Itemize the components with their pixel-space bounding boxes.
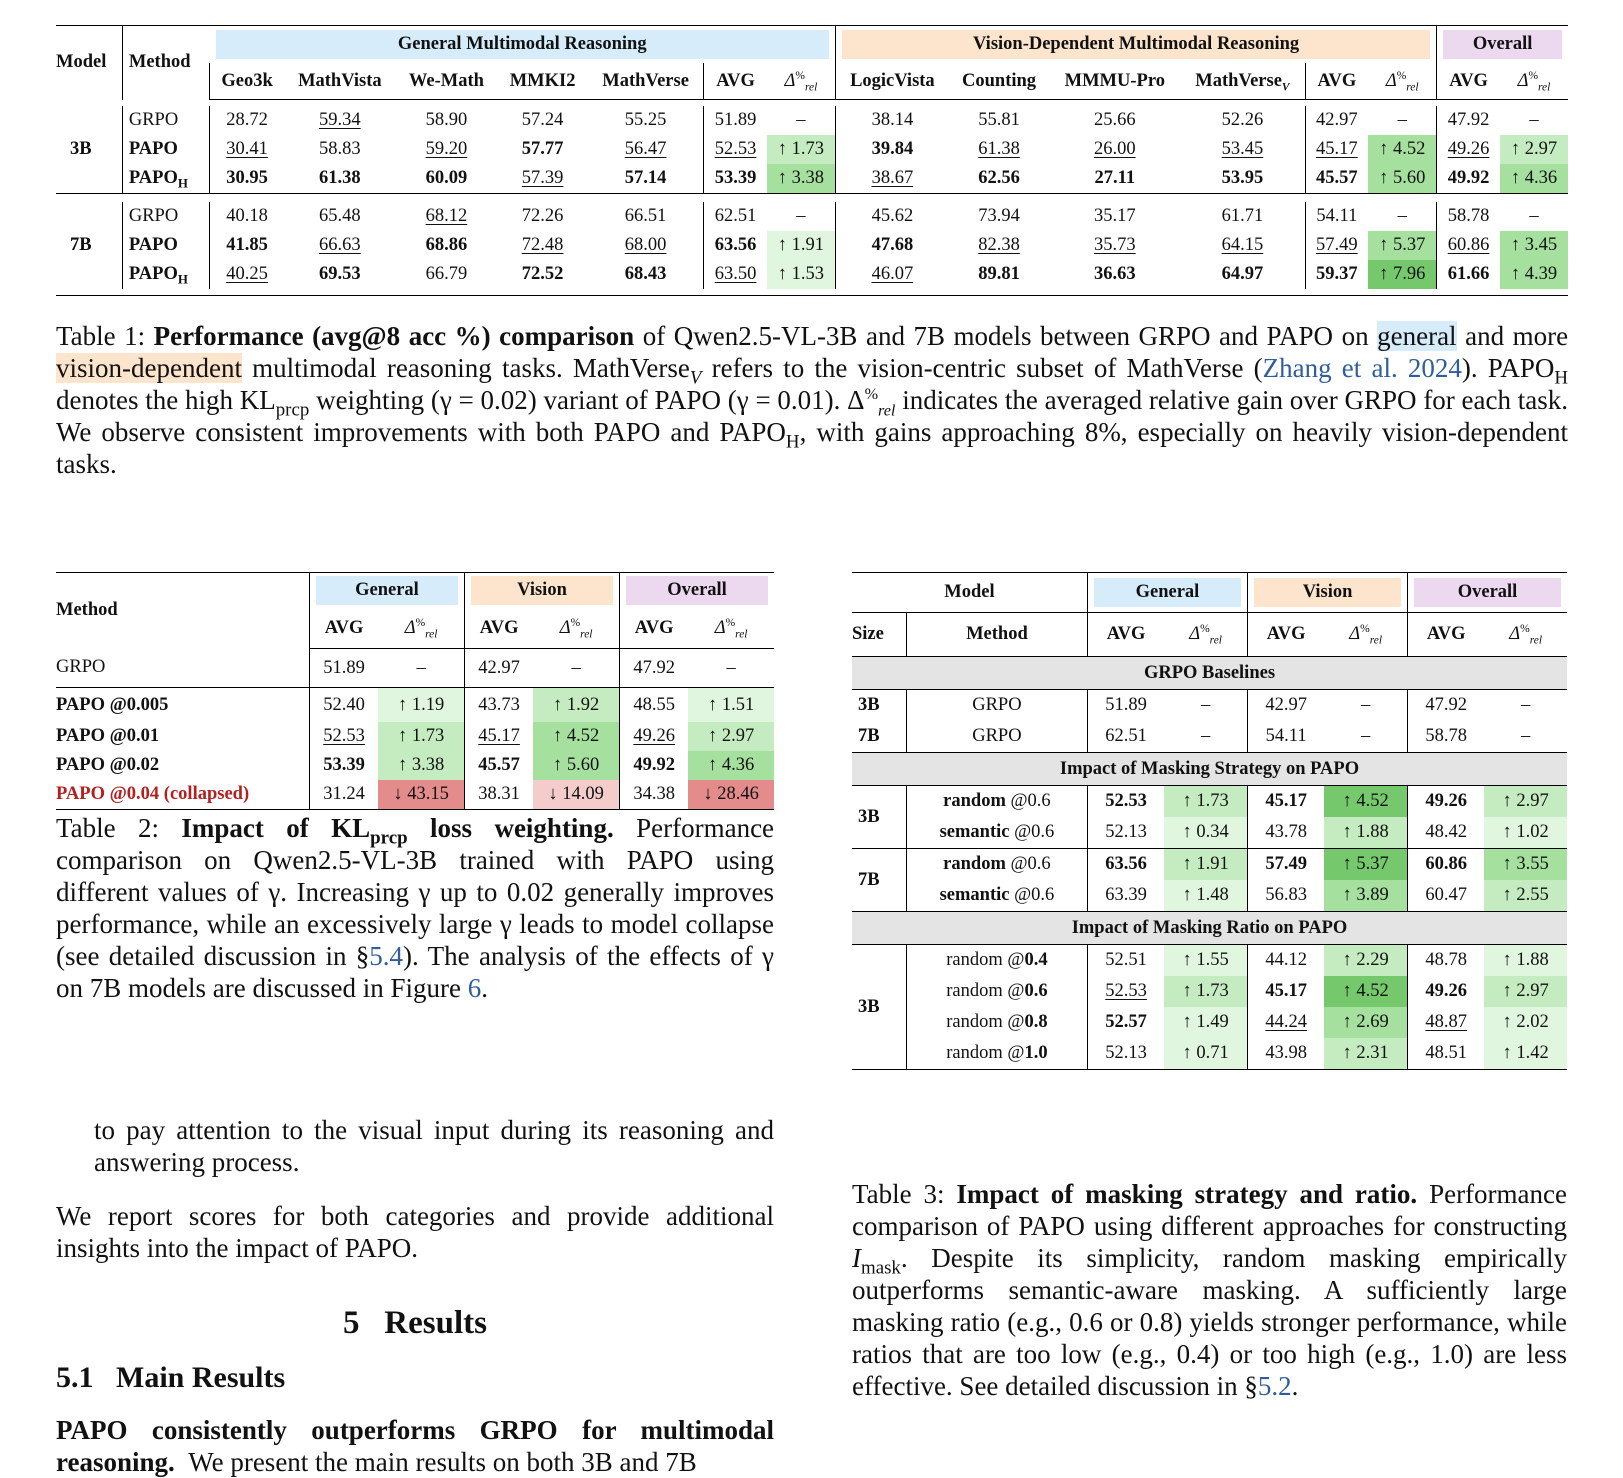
table-cell: 68.43 bbox=[624, 264, 667, 284]
delta-cell: ↑ 2.97 bbox=[1500, 135, 1568, 164]
t3-col-avg: AVG bbox=[1248, 613, 1325, 657]
row-method: GRPO bbox=[56, 657, 106, 678]
table-cell: 66.79 bbox=[425, 264, 468, 284]
table-cell: 57.49 bbox=[1305, 231, 1368, 260]
delta-cell: – bbox=[796, 110, 806, 130]
table-cell: 47.92 bbox=[620, 649, 689, 688]
table-row bbox=[56, 202, 1568, 231]
table-row bbox=[56, 649, 774, 688]
table-cell: 30.95 bbox=[210, 164, 285, 194]
table-row bbox=[56, 135, 1568, 164]
section-heading: 5 Results bbox=[343, 1305, 487, 1341]
t3-col-avg: AVG bbox=[1408, 613, 1485, 657]
table-cell: 66.63 bbox=[319, 235, 361, 255]
row-method: random @0.4 bbox=[906, 945, 1087, 977]
table-cell: 40.25 bbox=[210, 260, 285, 289]
delta-cell: – bbox=[1529, 206, 1539, 226]
table-cell: 45.17 bbox=[1248, 976, 1325, 1007]
row-size: 3B bbox=[852, 786, 906, 849]
table-cell: 53.39 bbox=[704, 164, 767, 194]
table-cell: 66.51 bbox=[624, 206, 667, 226]
table-cell: 57.39 bbox=[521, 168, 564, 188]
delta-cell: ↑ 1.53 bbox=[767, 260, 836, 289]
table-cell: 47.92 bbox=[1408, 690, 1485, 722]
table-cell: 45.17 bbox=[1305, 135, 1368, 164]
table-cell: 43.78 bbox=[1248, 817, 1325, 849]
delta-cell: – bbox=[1397, 110, 1407, 130]
row-size: 7B bbox=[70, 235, 92, 255]
table-row bbox=[852, 1007, 1567, 1038]
table-row bbox=[852, 945, 1567, 977]
delta-cell: ↑ 3.89 bbox=[1324, 880, 1407, 912]
t1-header-method: Method bbox=[122, 26, 209, 100]
row-method: $PAPO_H$ bbox=[122, 164, 209, 194]
section-row: Impact of Masking Ratio on PAPO bbox=[852, 912, 1567, 945]
delta-cell: – bbox=[1164, 690, 1247, 722]
table-cell: 53.39 bbox=[309, 751, 378, 780]
delta-cell: ↑ 2.69 bbox=[1324, 1007, 1407, 1038]
table-cell: 34.38 bbox=[620, 780, 689, 810]
body-paragraph-3: PAPO consistently outperforms GRPO for multimodal reasoning. We present the main results on both 3B and 7B bbox=[56, 1415, 774, 1477]
table-cell: 49.26 bbox=[1437, 135, 1500, 164]
row-method: random @0.6 bbox=[906, 849, 1087, 881]
table-cell: 52.26 bbox=[1221, 110, 1264, 130]
delta-cell: ↑ 3.45 bbox=[1500, 231, 1568, 260]
table-cell: 45.57 bbox=[465, 751, 534, 780]
delta-cell: ↑ 1.48 bbox=[1164, 880, 1247, 912]
table-row bbox=[56, 106, 1568, 135]
table-cell: 52.13 bbox=[1087, 1038, 1164, 1070]
table-row bbox=[852, 849, 1567, 881]
table-cell: 38.31 bbox=[465, 780, 534, 810]
t1-col-header: We-Math bbox=[396, 63, 498, 100]
table-cell: 62.56 bbox=[978, 168, 1020, 188]
t1-col-header: LogicVista bbox=[835, 63, 948, 100]
delta-cell: ↑ 3.38 bbox=[378, 751, 464, 780]
table-cell: 61.38 bbox=[319, 168, 361, 188]
table-row bbox=[56, 688, 774, 723]
delta-cell: ↑ 1.19 bbox=[378, 688, 464, 723]
table-row bbox=[852, 880, 1567, 912]
table-cell: 64.15 bbox=[1221, 235, 1264, 255]
table-cell: 52.53 bbox=[704, 135, 767, 164]
table-cell: 47.92 bbox=[1437, 106, 1500, 135]
table-cell: 52.51 bbox=[1087, 945, 1164, 977]
section-row: GRPO Baselines bbox=[852, 657, 1567, 690]
table-cell: 63.56 bbox=[1087, 849, 1164, 881]
row-size: 3B bbox=[852, 945, 906, 1070]
table-cell: 73.94 bbox=[978, 206, 1020, 226]
t1-col-header: AVG bbox=[1437, 63, 1500, 100]
t1-col-delta: $\Delta^{\%}_{rel}$ bbox=[767, 63, 836, 100]
table-cell: 43.73 bbox=[465, 688, 534, 723]
t3-header-model: Model bbox=[944, 582, 995, 602]
t1-col-header: MMMU-Pro bbox=[1049, 63, 1180, 100]
citation-link[interactable]: Zhang et al. 2024 bbox=[1262, 353, 1462, 383]
delta-cell: ↑ 2.97 bbox=[688, 722, 774, 751]
table-row bbox=[56, 231, 1568, 260]
delta-cell: ↑ 1.92 bbox=[533, 688, 619, 723]
table-cell: 45.17 bbox=[1248, 786, 1325, 818]
table-cell: 56.47 bbox=[624, 139, 667, 159]
table-row bbox=[852, 1038, 1567, 1070]
t1-col-header: MathVista bbox=[284, 63, 396, 100]
body-paragraph-2: We report scores for both categories and provide additional insights into the impact of PAPO. bbox=[56, 1201, 774, 1263]
t2-col-avg: AVG bbox=[620, 609, 689, 649]
table-cell: 49.26 bbox=[1408, 786, 1485, 818]
t1-col-header: Geo3k bbox=[210, 63, 285, 100]
table-cell: 60.86 bbox=[1408, 849, 1485, 881]
table-cell: 55.81 bbox=[978, 110, 1020, 130]
row-size: 7B bbox=[858, 726, 880, 746]
highlight-vision: vision-dependent bbox=[56, 353, 242, 383]
delta-cell: ↑ 5.37 bbox=[1368, 231, 1437, 260]
delta-cell: – bbox=[1361, 726, 1371, 746]
table-cell: 59.34 bbox=[319, 110, 361, 130]
delta-cell: ↑ 1.42 bbox=[1484, 1038, 1567, 1070]
table-cell: 46.07 bbox=[835, 260, 948, 289]
t1-col-header: MathVerse bbox=[588, 63, 704, 100]
table-cell: 42.97 bbox=[1248, 690, 1325, 722]
table-cell: 72.52 bbox=[521, 264, 564, 284]
delta-cell: ↑ 7.96 bbox=[1368, 260, 1437, 289]
t1-group-overall: Overall bbox=[1443, 30, 1562, 59]
delta-cell: ↑ 1.88 bbox=[1484, 945, 1567, 977]
table-cell: 41.85 bbox=[210, 231, 285, 260]
t1-col-header: MathVerse$_V$ bbox=[1180, 63, 1305, 100]
t1-col-header: AVG bbox=[1305, 63, 1368, 100]
table-cell: 59.20 bbox=[425, 139, 468, 159]
table-cell: 65.48 bbox=[319, 206, 361, 226]
table-3 bbox=[852, 572, 1567, 1070]
delta-cell: ↑ 1.49 bbox=[1164, 1007, 1247, 1038]
t1-header-model: Model bbox=[56, 52, 107, 73]
t2-group-overall: Overall bbox=[626, 576, 768, 605]
row-method: semantic @0.6 bbox=[906, 817, 1087, 849]
section-row: Impact of Masking Strategy on PAPO bbox=[852, 753, 1567, 786]
delta-cell: – bbox=[1324, 690, 1407, 722]
delta-cell: – bbox=[1397, 206, 1407, 226]
t1-group-vision: Vision-Dependent Multimodal Reasoning bbox=[842, 30, 1430, 59]
row-method: random @0.6 bbox=[906, 976, 1087, 1007]
table-cell: 57.14 bbox=[624, 168, 667, 188]
t2-group-general: General bbox=[316, 576, 458, 605]
delta-cell: ↑ 1.91 bbox=[1164, 849, 1247, 881]
row-size: 3B bbox=[852, 690, 906, 722]
delta-cell: – bbox=[796, 206, 806, 226]
table-cell: 55.25 bbox=[624, 110, 667, 130]
t1-group-general: General Multimodal Reasoning bbox=[216, 30, 829, 59]
delta-cell: ↑ 1.73 bbox=[1164, 786, 1247, 818]
table-cell: 31.24 bbox=[309, 780, 378, 810]
table-cell: 59.37 bbox=[1305, 260, 1368, 289]
table-cell: 58.78 bbox=[1437, 202, 1500, 231]
row-method: GRPO bbox=[122, 202, 209, 231]
row-method: PAPO @0.005 bbox=[56, 688, 309, 723]
t3-header-method: Method bbox=[906, 613, 1087, 657]
table-cell: 39.84 bbox=[835, 135, 948, 164]
table-cell: 72.26 bbox=[521, 206, 564, 226]
section-link[interactable]: 5.4 bbox=[369, 941, 404, 971]
row-method: PAPO @0.04 (collapsed) bbox=[56, 784, 250, 804]
table-cell: 44.24 bbox=[1248, 1007, 1325, 1038]
delta-cell: ↑ 3.55 bbox=[1484, 849, 1567, 881]
table-2 bbox=[56, 572, 774, 810]
t2-col-delta: $\Delta^{\%}_{rel}$ bbox=[688, 609, 774, 649]
table-cell: 58.78 bbox=[1408, 721, 1485, 753]
table-2-caption: Table 2: Impact of $KL_{prcp}$ loss weighting. Performance comparison on Qwen2.5-VL-3B trained with PAPO using different values of γ. Increasing γ up to 0.02 generally improves performance, while an excessively large γ leads to model collapse (see detailed discussion in §5.4). The analysis of the effects of γ on 7B models are discussed in Figure 6. bbox=[56, 813, 775, 1003]
table-row bbox=[56, 260, 1568, 289]
table-cell: 52.53 bbox=[309, 722, 378, 751]
table-cell: 62.51 bbox=[1087, 721, 1164, 753]
table-cell: 28.72 bbox=[210, 106, 285, 135]
table-cell: 63.39 bbox=[1087, 880, 1164, 912]
t3-col-delta: $\Delta^{\%}_{rel}$ bbox=[1164, 613, 1247, 657]
row-method: semantic @0.6 bbox=[906, 880, 1087, 912]
t3-col-delta: $\Delta^{\%}_{rel}$ bbox=[1484, 613, 1567, 657]
t1-col-header: Counting bbox=[949, 63, 1049, 100]
table-row bbox=[852, 786, 1567, 818]
t3-group-overall: Overall bbox=[1414, 578, 1561, 607]
table-cell: 35.73 bbox=[1093, 235, 1136, 255]
row-method: random @1.0 bbox=[906, 1038, 1087, 1070]
table-cell: 61.38 bbox=[978, 139, 1020, 159]
table-cell: 38.14 bbox=[835, 106, 948, 135]
delta-cell: ↑ 4.36 bbox=[1500, 164, 1568, 194]
table-cell: 26.00 bbox=[1093, 139, 1136, 159]
delta-cell: ↓ 43.15 bbox=[378, 780, 464, 810]
row-method: PAPO @0.02 bbox=[56, 755, 160, 775]
t3-col-avg: AVG bbox=[1087, 613, 1164, 657]
table-row bbox=[56, 751, 774, 780]
table-cell: 49.92 bbox=[1437, 164, 1500, 194]
delta-cell: – bbox=[1200, 726, 1211, 746]
t1-col-header: MMKI2 bbox=[497, 63, 588, 100]
subsection-heading: 5.1 Main Results bbox=[56, 1361, 286, 1394]
t2-header-method: Method bbox=[56, 600, 118, 621]
t1-col-delta: $\Delta^{\%}_{rel}$ bbox=[1368, 63, 1437, 100]
table-cell: 58.83 bbox=[319, 139, 361, 159]
table-1-caption: Table 1: Performance (avg@8 acc %) comparison of Qwen2.5-VL-3B and 7B models between GRPO and PAPO on general and more vision-dependent multimodal reasoning tasks. MathVerse$_V$ refers to the vision-centric subset of MathVerse (Zhang et al. 2024). $PAPO_H$ denotes the high $KL_{prcp}$ weighting (γ = 0.02) variant of PAPO (γ = 0.01). $\Delta^{\%}_{rel}$ indicates the averaged relative gain over GRPO for each task. We observe consistent improvements with both PAPO and $PAPO_H$, with gains approaching 8%, especially on heavily vision-dependent tasks. bbox=[56, 321, 1569, 479]
table-cell: 53.45 bbox=[1221, 139, 1264, 159]
delta-cell: ↑ 1.55 bbox=[1164, 945, 1247, 977]
section-link[interactable]: 5.2 bbox=[1257, 1371, 1292, 1401]
delta-cell: ↓ 28.46 bbox=[688, 780, 774, 810]
row-method: PAPO bbox=[122, 135, 209, 164]
delta-cell: ↑ 1.51 bbox=[688, 688, 774, 723]
delta-cell: ↑ 0.34 bbox=[1164, 817, 1247, 849]
row-method: random @0.8 bbox=[906, 1007, 1087, 1038]
row-method: GRPO bbox=[906, 721, 1087, 753]
row-method: GRPO bbox=[122, 106, 209, 135]
t2-col-avg: AVG bbox=[309, 609, 378, 649]
table-cell: 69.53 bbox=[319, 264, 361, 284]
table-cell: 52.53 bbox=[1087, 786, 1164, 818]
table-cell: 62.51 bbox=[704, 202, 767, 231]
row-size: 7B bbox=[852, 849, 906, 912]
table-cell: 40.18 bbox=[210, 202, 285, 231]
row-method: GRPO bbox=[906, 690, 1087, 722]
delta-cell: ↑ 2.55 bbox=[1484, 880, 1567, 912]
t1-col-header: AVG bbox=[704, 63, 767, 100]
delta-cell: ↑ 2.97 bbox=[1484, 786, 1567, 818]
row-size: 3B bbox=[70, 139, 92, 159]
table-cell: 53.95 bbox=[1221, 168, 1264, 188]
highlight-general: general bbox=[1377, 321, 1457, 351]
table-cell: 35.17 bbox=[1093, 206, 1136, 226]
table-row bbox=[852, 721, 1567, 753]
table-cell: 63.50 bbox=[704, 260, 767, 289]
table-cell: 60.86 bbox=[1437, 231, 1500, 260]
table-cell: 47.68 bbox=[835, 231, 948, 260]
delta-cell: ↑ 1.73 bbox=[1164, 976, 1247, 1007]
table-cell: 27.11 bbox=[1094, 168, 1136, 188]
delta-cell: ↑ 2.97 bbox=[1484, 976, 1567, 1007]
table-cell: 61.66 bbox=[1437, 260, 1500, 289]
delta-cell: ↑ 0.71 bbox=[1164, 1038, 1247, 1070]
delta-cell: – bbox=[1529, 110, 1539, 130]
table-cell: 52.57 bbox=[1087, 1007, 1164, 1038]
delta-cell: ↑ 4.52 bbox=[1368, 135, 1437, 164]
delta-cell: ↓ 14.09 bbox=[533, 780, 619, 810]
table-cell: 63.56 bbox=[704, 231, 767, 260]
delta-cell: ↑ 4.52 bbox=[1324, 786, 1407, 818]
table-cell: 51.89 bbox=[309, 649, 378, 688]
table-cell: 61.71 bbox=[1221, 206, 1264, 226]
table-cell: 57.24 bbox=[521, 110, 564, 130]
delta-cell: ↑ 3.38 bbox=[767, 164, 836, 194]
row-method: PAPO bbox=[122, 231, 209, 260]
t3-group-general: General bbox=[1094, 578, 1241, 607]
table-cell: 64.97 bbox=[1221, 264, 1264, 284]
delta-cell: – bbox=[1484, 690, 1567, 722]
row-method: random @0.6 bbox=[906, 786, 1087, 818]
table-row bbox=[852, 976, 1567, 1007]
table-cell: 49.92 bbox=[620, 751, 689, 780]
table-cell: 44.12 bbox=[1248, 945, 1325, 977]
table-cell: 72.48 bbox=[521, 235, 564, 255]
table-cell: 52.40 bbox=[309, 688, 378, 723]
table-1 bbox=[56, 25, 1568, 296]
table-cell: 57.77 bbox=[521, 139, 564, 159]
delta-cell: ↑ 1.91 bbox=[767, 231, 836, 260]
delta-cell: – bbox=[1521, 726, 1531, 746]
t2-col-avg: AVG bbox=[465, 609, 534, 649]
table-cell: 58.90 bbox=[425, 110, 468, 130]
table-cell: 54.11 bbox=[1305, 202, 1368, 231]
table-cell: 89.81 bbox=[978, 264, 1020, 284]
table-cell: 48.78 bbox=[1408, 945, 1485, 977]
table-cell: 42.97 bbox=[465, 649, 534, 688]
delta-cell: ↑ 1.88 bbox=[1324, 817, 1407, 849]
table-row bbox=[56, 722, 774, 751]
t3-group-vision: Vision bbox=[1254, 578, 1401, 607]
table-cell: 49.26 bbox=[1408, 976, 1485, 1007]
delta-cell: ↑ 5.60 bbox=[1368, 164, 1437, 194]
t3-col-delta: $\Delta^{\%}_{rel}$ bbox=[1324, 613, 1407, 657]
table-cell: 57.49 bbox=[1248, 849, 1325, 881]
delta-cell: ↑ 4.39 bbox=[1500, 260, 1568, 289]
t2-col-delta: $\Delta^{\%}_{rel}$ bbox=[533, 609, 619, 649]
delta-cell: – bbox=[571, 657, 581, 678]
table-cell: 52.13 bbox=[1087, 817, 1164, 849]
t1-col-delta: $\Delta^{\%}_{rel}$ bbox=[1500, 63, 1568, 100]
table-3-caption: Table 3: Impact of masking strategy and ratio. Performance comparison of PAPO using different approaches for constructing $I_{mask}$. Despite its simplicity, random masking empirically outperforms semantic-aware masking. A sufficiently large masking ratio (e.g., 0.6 or 0.8) yields stronger performance, while ratios that are too low (e.g., 0.4) or too high (e.g., 1.0) are less effective. See detailed discussion in §5.2. bbox=[852, 1179, 1567, 1401]
table-cell: 68.12 bbox=[425, 206, 468, 226]
t2-group-vision: Vision bbox=[471, 576, 613, 605]
table-cell: 56.83 bbox=[1248, 880, 1325, 912]
table-cell: 68.86 bbox=[425, 235, 468, 255]
delta-cell: ↑ 1.73 bbox=[767, 135, 836, 164]
table-cell: 42.97 bbox=[1305, 106, 1368, 135]
table-cell: 49.26 bbox=[620, 722, 689, 751]
table-cell: 43.98 bbox=[1248, 1038, 1325, 1070]
table-cell: 48.42 bbox=[1408, 817, 1485, 849]
delta-cell: ↑ 1.02 bbox=[1484, 817, 1567, 849]
table-cell: 25.66 bbox=[1093, 110, 1136, 130]
table-cell: 82.38 bbox=[978, 235, 1020, 255]
table-row bbox=[56, 164, 1568, 194]
table-cell: 48.87 bbox=[1408, 1007, 1485, 1038]
delta-cell: ↑ 2.02 bbox=[1484, 1007, 1567, 1038]
delta-cell: ↑ 4.52 bbox=[533, 722, 619, 751]
delta-cell: ↑ 4.36 bbox=[688, 751, 774, 780]
table-row bbox=[56, 780, 774, 810]
table-cell: 54.11 bbox=[1248, 721, 1325, 753]
t2-col-delta: $\Delta^{\%}_{rel}$ bbox=[378, 609, 464, 649]
table-cell: 45.17 bbox=[465, 722, 534, 751]
figure-link[interactable]: 6 bbox=[467, 973, 482, 1003]
table-cell: 38.67 bbox=[835, 164, 948, 194]
table-cell: 48.51 bbox=[1408, 1038, 1485, 1070]
table-cell: 45.62 bbox=[835, 202, 948, 231]
table-cell: 36.63 bbox=[1093, 264, 1136, 284]
delta-cell: – bbox=[726, 657, 736, 678]
delta-cell: ↑ 2.31 bbox=[1324, 1038, 1407, 1070]
table-cell: 68.00 bbox=[624, 235, 667, 255]
t3-header-size: Size bbox=[852, 613, 906, 657]
row-method: PAPO @0.01 bbox=[56, 726, 160, 746]
table-cell: 51.89 bbox=[1087, 690, 1164, 722]
table-cell: 60.09 bbox=[425, 168, 468, 188]
table-cell: 45.57 bbox=[1305, 164, 1368, 194]
table-row bbox=[852, 690, 1567, 722]
table-cell: 51.89 bbox=[704, 106, 767, 135]
table-cell: 30.41 bbox=[210, 135, 285, 164]
table-row bbox=[852, 817, 1567, 849]
body-paragraph-1: to pay attention to the visual input during its reasoning and answering process. bbox=[94, 1115, 774, 1177]
table-cell: 60.47 bbox=[1408, 880, 1485, 912]
row-method: $PAPO_H$ bbox=[122, 260, 209, 289]
delta-cell: ↑ 4.52 bbox=[1324, 976, 1407, 1007]
delta-cell: ↑ 5.37 bbox=[1324, 849, 1407, 881]
table-cell: 52.53 bbox=[1087, 976, 1164, 1007]
delta-cell: ↑ 2.29 bbox=[1324, 945, 1407, 977]
delta-cell: ↑ 5.60 bbox=[533, 751, 619, 780]
table-cell: 48.55 bbox=[620, 688, 689, 723]
delta-cell: – bbox=[416, 657, 426, 678]
delta-cell: ↑ 1.73 bbox=[378, 722, 464, 751]
